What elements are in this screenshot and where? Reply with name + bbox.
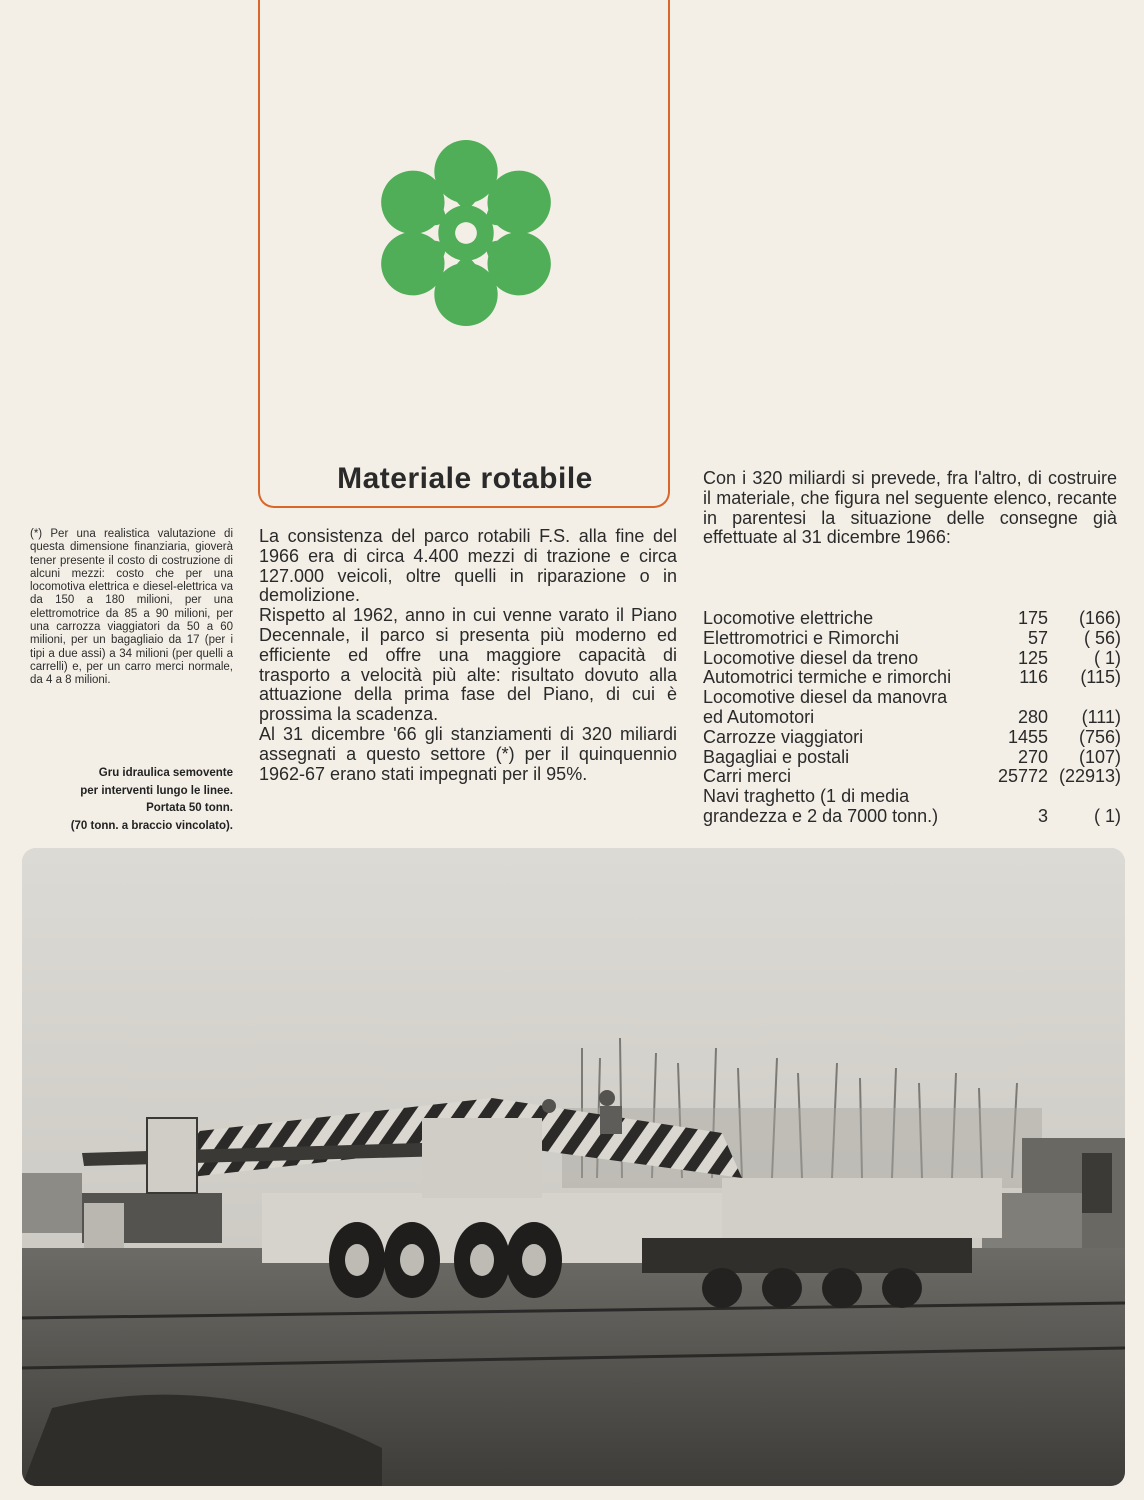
photo-caption [30,765,233,835]
item-count: 280 [1017,706,1048,727]
list-item [703,629,1121,649]
list-intro: Con i 320 miliardi si prevede, fra l'altro, di costruire il materiale, che figura nel seguente elenco, recante in parentesi la situazione delle consegne già effettuate al 31 dicembre 1966: [703,468,1117,548]
item-delivered: ( 56) [1083,627,1121,648]
item-count: 175 [1017,608,1048,628]
item-label: Automotrici termiche e rimorchi [703,667,952,688]
list-item [703,787,1121,807]
rolling-stock-list [703,609,1121,827]
item-delivered: (22913) [1058,766,1121,787]
item-count: 57 [1027,627,1048,648]
item-label: grandezza e 2 da 7000 tonn.) [703,805,939,826]
item-count: 25772 [997,766,1048,787]
item-delivered: (115) [1080,667,1121,688]
body-paragraph: Al 31 dicembre '66 gli stanziamenti di 320 miliardi assegnati a questo settore (*) per il quinquennio 1962-67 erano stati impegnati per il 95%. [259,723,677,784]
item-count: 3 [1037,805,1048,826]
item-label: ed Automotori [703,706,815,727]
item-count: 125 [1017,647,1048,668]
body-column [259,527,677,784]
section-title: Materiale rotabile [337,462,593,495]
caption-line: Portata 50 tonn. [146,802,233,814]
body-paragraph: Rispetto al 1962, anno in cui venne varato il Piano Decennale, il parco si presenta più moderno ed efficiente ed offre una maggiore capacità di trasporto a velocità più alte: risultato dovuto alla attuazione della prima fase del Piano, di cui è prossima la scadenza. [259,605,677,725]
item-delivered: (756) [1078,726,1121,747]
item-delivered: (111) [1081,706,1121,727]
body-paragraph: La consistenza del parco rotabili F.S. alla fine del 1966 era di circa 4.400 mezzi di trazione e circa 127.000 veicoli, oltre quelli in riparazione o in demolizione. [259,526,677,606]
item-label: Bagagliai e postali [703,746,850,767]
item-count: 116 [1019,667,1048,688]
item-label: Navi traghetto (1 di media [703,786,910,807]
item-label: Locomotive diesel da manovra [703,687,948,708]
list-item [703,728,1121,748]
list-item [703,668,1121,688]
list-item [703,767,1121,787]
item-count: 1455 [1007,726,1048,747]
item-label: Carrozze viaggiatori [703,726,864,747]
caption-line: (70 tonn. a braccio vincolato). [70,819,233,832]
list-item [703,748,1121,768]
list-item [703,649,1121,669]
caption-line: per interventi lungo le linee. [80,784,233,797]
list-item [703,688,1121,708]
list-item [703,807,1121,827]
item-label: Elettromotrici e Rimorchi [703,627,900,648]
flower-emblem-icon [367,128,565,338]
item-count: 270 [1017,746,1048,767]
list-item [703,609,1121,629]
item-label: Locomotive diesel da treno [703,647,919,668]
caption-line: Gru idraulica semovente [98,767,233,779]
item-label: Carri merci [703,766,791,787]
crane-photo [22,848,1125,1486]
list-item [703,708,1121,728]
footnote: (*) Per una realistica valutazione di questa dimensione finanziaria, gioverà tener presente il costo di costruzione di alcuni mezzi: costo che per una locomotiva elettrica e diesel-elettrica va da 150 a 180 milioni, per una elettromotrice da 85 a 90 milioni, per una carrozza viaggiatori da 50 a 60 milioni, per un bagagliaio da 17 (per i tipi a due assi) a 34 milioni (per quelli a carrelli) e, per un carro merci normale, da 4 a 8 milioni. [30,528,233,687]
item-delivered: (107) [1078,746,1121,767]
item-delivered: ( 1) [1094,647,1121,668]
item-delivered: ( 1) [1094,805,1121,826]
item-label: Locomotive elettriche [703,608,874,628]
item-delivered: (166) [1078,608,1121,628]
